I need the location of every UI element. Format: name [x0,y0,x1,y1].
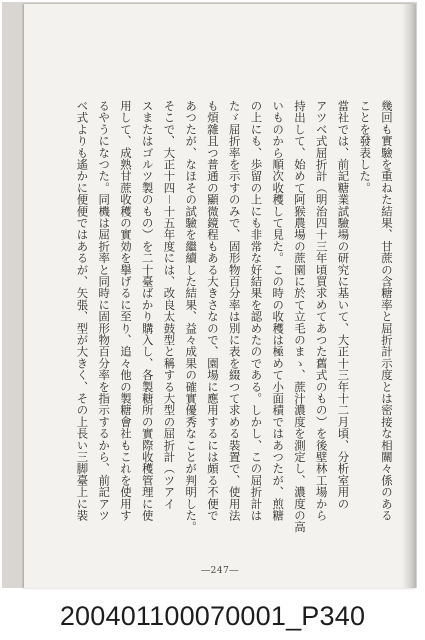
text-column-13: 用して、成熟甘蔗收穫の實効を擧げるに至り、追々他の製糖會社もこれを使用す [118,100,133,522]
text-column-9: も煩雜且つ普通の顯微鏡程もある大きさなので、園場に應用するには頗る不便で [205,100,220,522]
text-column-8: たゞ屈折率を示すのみで、固形物百分率は別に表を綴つて求める裝置で、使用法 [227,100,242,522]
text-column-14: るやうになつた。同機は屈折率と同時に固形物百分率を指示するから、前記アツ [97,100,112,522]
text-column-2: ことを發表した。 [358,100,373,194]
book-page [24,4,416,588]
text-column-15: ベ式よりも遙かに便便ではあるが、矢張、型が大きく、その上長い三脚臺上に裝 [75,100,90,522]
text-column-7: の上にも、歩留の上にも非常な好結果を認めたのである。しかし、この屈折計は [249,100,264,522]
text-column-12: スまたはゴルツ製のもの）を二十臺ばかり購入し、各製糖所の實際收穫管理に使 [140,100,155,522]
text-column-5: 持出して、始めて阿猴農場の蔗園に於て立毛のまゝ、蔗汁濃度を測定し、濃度の高 [292,100,307,533]
vertical-text-block [76,100,392,548]
image-caption: 200401100070001_P340 [59,601,366,631]
text-column-1: 幾回も實驗を重ねた結果、甘蔗の含糖率と屈折計示度とは密接な相關々係のある [379,100,394,522]
text-column-6: いものから順次收穫して見た。この時の收穫は極めて小面積ではあつたが、煎糖 [271,100,286,522]
text-column-4: アツベ式屈折計（明治四十三年頃買求めてあつた舊式のもの）を後壁林工場から [314,100,329,522]
scanned-page-background [2,2,417,588]
text-column-11: そこで、大正十四－十五年度には、改良太鼓型と稱する大型の屈折計（ツアイ [162,100,177,510]
page-number: ―247― [201,566,239,576]
text-column-3: 當社では、前記糖業試驗場の研究に基いて、大正十三年十二月頃、分析室用の [336,100,351,510]
spine-shadow [402,4,416,588]
text-column-10: あつたが、なほその試驗を繼續した結果、益々成果の確實優秀なことが判明した。 [184,100,199,533]
